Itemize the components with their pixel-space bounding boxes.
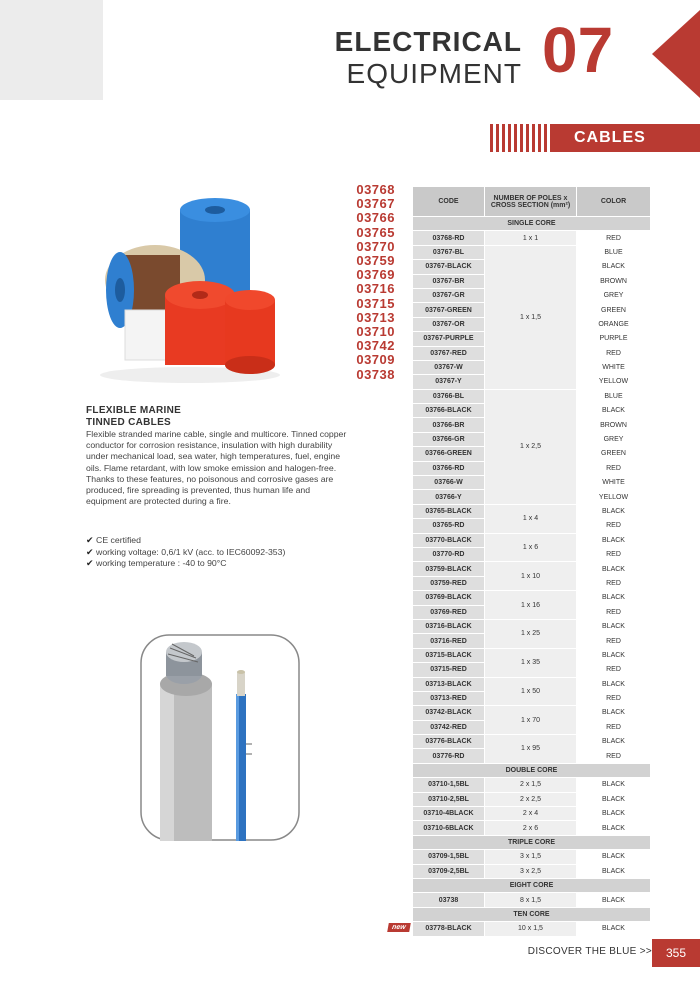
new-badge: new [387,923,410,932]
table-row [413,619,651,633]
chapter-number: 07 [542,14,614,86]
cell-code: 03767-BR [413,274,485,288]
cell-code: 03759-BLACK [413,562,485,576]
section-banner: CABLES [552,124,700,152]
cell-section: 1 x 35 [485,648,577,677]
cell-color: BLACK [577,850,651,864]
cell-color: RED [577,634,651,648]
spec-table [412,186,651,937]
cell-code: 03767-OR [413,317,485,331]
cell-code: 03767-W [413,360,485,374]
cell-color: GREEN [577,447,651,461]
cell-color: BLACK [577,821,651,835]
group-header: SINGLE CORE [413,217,651,231]
cell-color: BLACK [577,864,651,878]
table-row [413,677,651,691]
product-code: 03710 [356,324,395,340]
feature-item: ✔ CE certified [86,535,285,547]
cell-color: RED [577,231,651,245]
header-color: COLOR [577,187,651,217]
cell-color: YELLOW [577,490,651,504]
cell-section: 1 x 25 [485,619,577,648]
cell-color: RED [577,663,651,677]
product-code: 03765 [356,224,395,240]
table-row [413,648,651,662]
cell-section: 1 x 6 [485,533,577,562]
cell-color: RED [577,547,651,561]
cell-color: RED [577,461,651,475]
cell-code: 03766-BL [413,389,485,403]
cell-color: BLACK [577,504,651,518]
cell-code: 03738 [413,893,485,907]
product-code: 03759 [356,253,395,269]
cell-section: 1 x 1 [485,231,577,245]
product-title-line2: TINNED CABLES [86,417,172,428]
table-row [413,533,651,547]
cell-color: RED [577,691,651,705]
table-row [413,735,651,749]
table-row [413,821,651,835]
cell-code: 03767-Y [413,375,485,389]
cell-color: GREY [577,288,651,302]
product-title [86,405,181,429]
cell-code: 03710-4BLACK [413,807,485,821]
cell-section: 1 x 2,5 [485,389,577,504]
feature-list [86,535,285,570]
feature-item: ✔ working temperature : -40 to 90°C [86,558,285,570]
cell-section: 1 x 10 [485,562,577,591]
cell-section: 1 x 16 [485,591,577,620]
cell-color: BLACK [577,677,651,691]
cell-code: 03767-PURPLE [413,332,485,346]
cell-color: RED [577,346,651,360]
cell-code: 03710-6BLACK [413,821,485,835]
cell-color: RED [577,519,651,533]
cell-code: 03766-GR [413,432,485,446]
product-code: 03766 [356,210,395,226]
cell-section: 2 x 4 [485,807,577,821]
cell-color: BLACK [577,619,651,633]
feature-item: ✔ working voltage: 0,6/1 kV (acc. to IEC60092-353) [86,547,285,559]
product-code: 03716 [356,281,395,297]
cell-code: 03767-RED [413,346,485,360]
cell-color: BLACK [577,648,651,662]
header-code: CODE [413,187,485,217]
cell-code: 03769-BLACK [413,591,485,605]
product-code: 03769 [356,267,395,283]
cell-code: 03769-RED [413,605,485,619]
table-row [413,807,651,821]
product-code: 03713 [356,309,395,325]
cell-section: 1 x 95 [485,735,577,764]
cell-color: BLACK [577,562,651,576]
cell-code: 03767-GREEN [413,303,485,317]
cell-color: BLACK [577,404,651,418]
table-row [413,864,651,878]
cell-code: 03766-W [413,476,485,490]
cell-code: 03767-BLACK [413,260,485,274]
cell-color: PURPLE [577,332,651,346]
footer-tagline: DISCOVER THE BLUE >> [527,946,652,957]
cell-color: GREEN [577,303,651,317]
product-code: 03715 [356,295,395,311]
cell-code: 03766-BR [413,418,485,432]
group-header: DOUBLE CORE [413,763,651,777]
cell-section: 3 x 2,5 [485,864,577,878]
cell-color: ORANGE [577,317,651,331]
header-poles: NUMBER OF POLES x CROSS SECTION (mm²) [485,187,577,217]
cell-code: 03765-RD [413,519,485,533]
cell-color: BLACK [577,792,651,806]
product-code: 03768 [356,182,395,197]
group-header: TEN CORE [413,907,651,921]
table-row [413,245,651,259]
cell-code: 03766-RD [413,461,485,475]
corner-block [0,0,103,100]
cell-color: BLACK [577,778,651,792]
table-row [413,591,651,605]
cell-color: BLACK [577,807,651,821]
cell-color: YELLOW [577,375,651,389]
cell-color: BROWN [577,418,651,432]
cell-code: 03715-RED [413,663,485,677]
product-description: Flexible stranded marine cable, single and multicore. Tinned copper conductor for corrosion resistance, insulation with high durability under mechanical load, sea water, high temperatures, fuel, engine oils. Flame retardant, with low smoke emission and halogen-free. Thanks to these features, no poisonous and corrosive gases are produced, fire spreading is prevented, thus human life and equipment are protected during a fire. [86,429,347,507]
product-code: 03742 [356,338,395,354]
cell-section: 1 x 50 [485,677,577,706]
header-title-line1: ELECTRICAL [334,26,522,57]
table-row [413,562,651,576]
cell-code: 03766-Y [413,490,485,504]
table-row [413,504,651,518]
cell-color: BROWN [577,274,651,288]
cell-color: BLACK [577,735,651,749]
page-number: 355 [652,939,700,967]
cell-code: 03709-1,5BL [413,850,485,864]
table-row [413,389,651,403]
cell-color: RED [577,576,651,590]
table-row [413,893,651,907]
product-title-line1: FLEXIBLE MARINE [86,405,182,416]
cell-code: 03710-1,5BL [413,778,485,792]
cell-code: 03742-BLACK [413,706,485,720]
cell-color: BLACK [577,533,651,547]
table-row [413,778,651,792]
cell-code: 03759-RED [413,576,485,590]
table-row [413,231,651,245]
cell-code: 03710-2,5BL [413,792,485,806]
table-row [413,792,651,806]
product-code: 03767 [356,196,395,212]
cell-section: 1 x 1,5 [485,245,577,389]
cell-code: 03765-BLACK [413,504,485,518]
cell-color: RED [577,720,651,734]
cell-code: 03766-GREEN [413,447,485,461]
cell-color: BLACK [577,893,651,907]
cable-cross-section-illustration [140,634,300,841]
cell-color: BLACK [577,706,651,720]
banner-stripes [490,124,552,152]
cell-code: 03776-RD [413,749,485,763]
cell-section: 1 x 70 [485,706,577,735]
header-title-line2: EQUIPMENT [346,58,522,89]
cell-code: 03709-2,5BL [413,864,485,878]
cell-section: 8 x 1,5 [485,893,577,907]
chapter-arrow-icon [652,10,700,98]
cell-section: 10 x 1,5 [485,922,577,936]
cell-section: 3 x 1,5 [485,850,577,864]
cell-color: BLACK [577,922,651,936]
cell-color: WHITE [577,476,651,490]
cell-color: BLACK [577,260,651,274]
cell-code: 03768-RD [413,231,485,245]
table-header-row [413,187,651,217]
cell-section: 2 x 1,5 [485,778,577,792]
cell-code: 03770-RD [413,547,485,561]
cell-code: 03716-BLACK [413,619,485,633]
product-code: 03770 [356,238,395,254]
group-header: TRIPLE CORE [413,835,651,849]
table-row [413,850,651,864]
cell-color: BLUE [577,245,651,259]
cell-code: 03742-RED [413,720,485,734]
group-header: EIGHT CORE [413,878,651,892]
cell-color: WHITE [577,360,651,374]
cell-section: 2 x 6 [485,821,577,835]
cell-code: 03716-RED [413,634,485,648]
table-row [413,706,651,720]
cell-section: 1 x 4 [485,504,577,533]
cell-color: BLACK [577,591,651,605]
cell-code: 03770-BLACK [413,533,485,547]
cell-code: 03778-BLACK [413,922,485,936]
cell-code: 03713-RED [413,691,485,705]
product-code: 03738 [356,366,395,382]
cell-code: 03713-BLACK [413,677,485,691]
cell-section: 2 x 2,5 [485,792,577,806]
cell-color: RED [577,605,651,619]
cell-code: 03776-BLACK [413,735,485,749]
product-code: 03709 [356,352,395,368]
cell-code: 03767-BL [413,245,485,259]
product-code-list [330,183,395,382]
cell-color: BLUE [577,389,651,403]
cable-spools-photo [85,185,290,385]
cell-color: RED [577,749,651,763]
table-row [413,922,651,936]
cell-color: GREY [577,432,651,446]
cell-code: 03766-BLACK [413,404,485,418]
cell-code: 03715-BLACK [413,648,485,662]
cell-code: 03767-GR [413,288,485,302]
